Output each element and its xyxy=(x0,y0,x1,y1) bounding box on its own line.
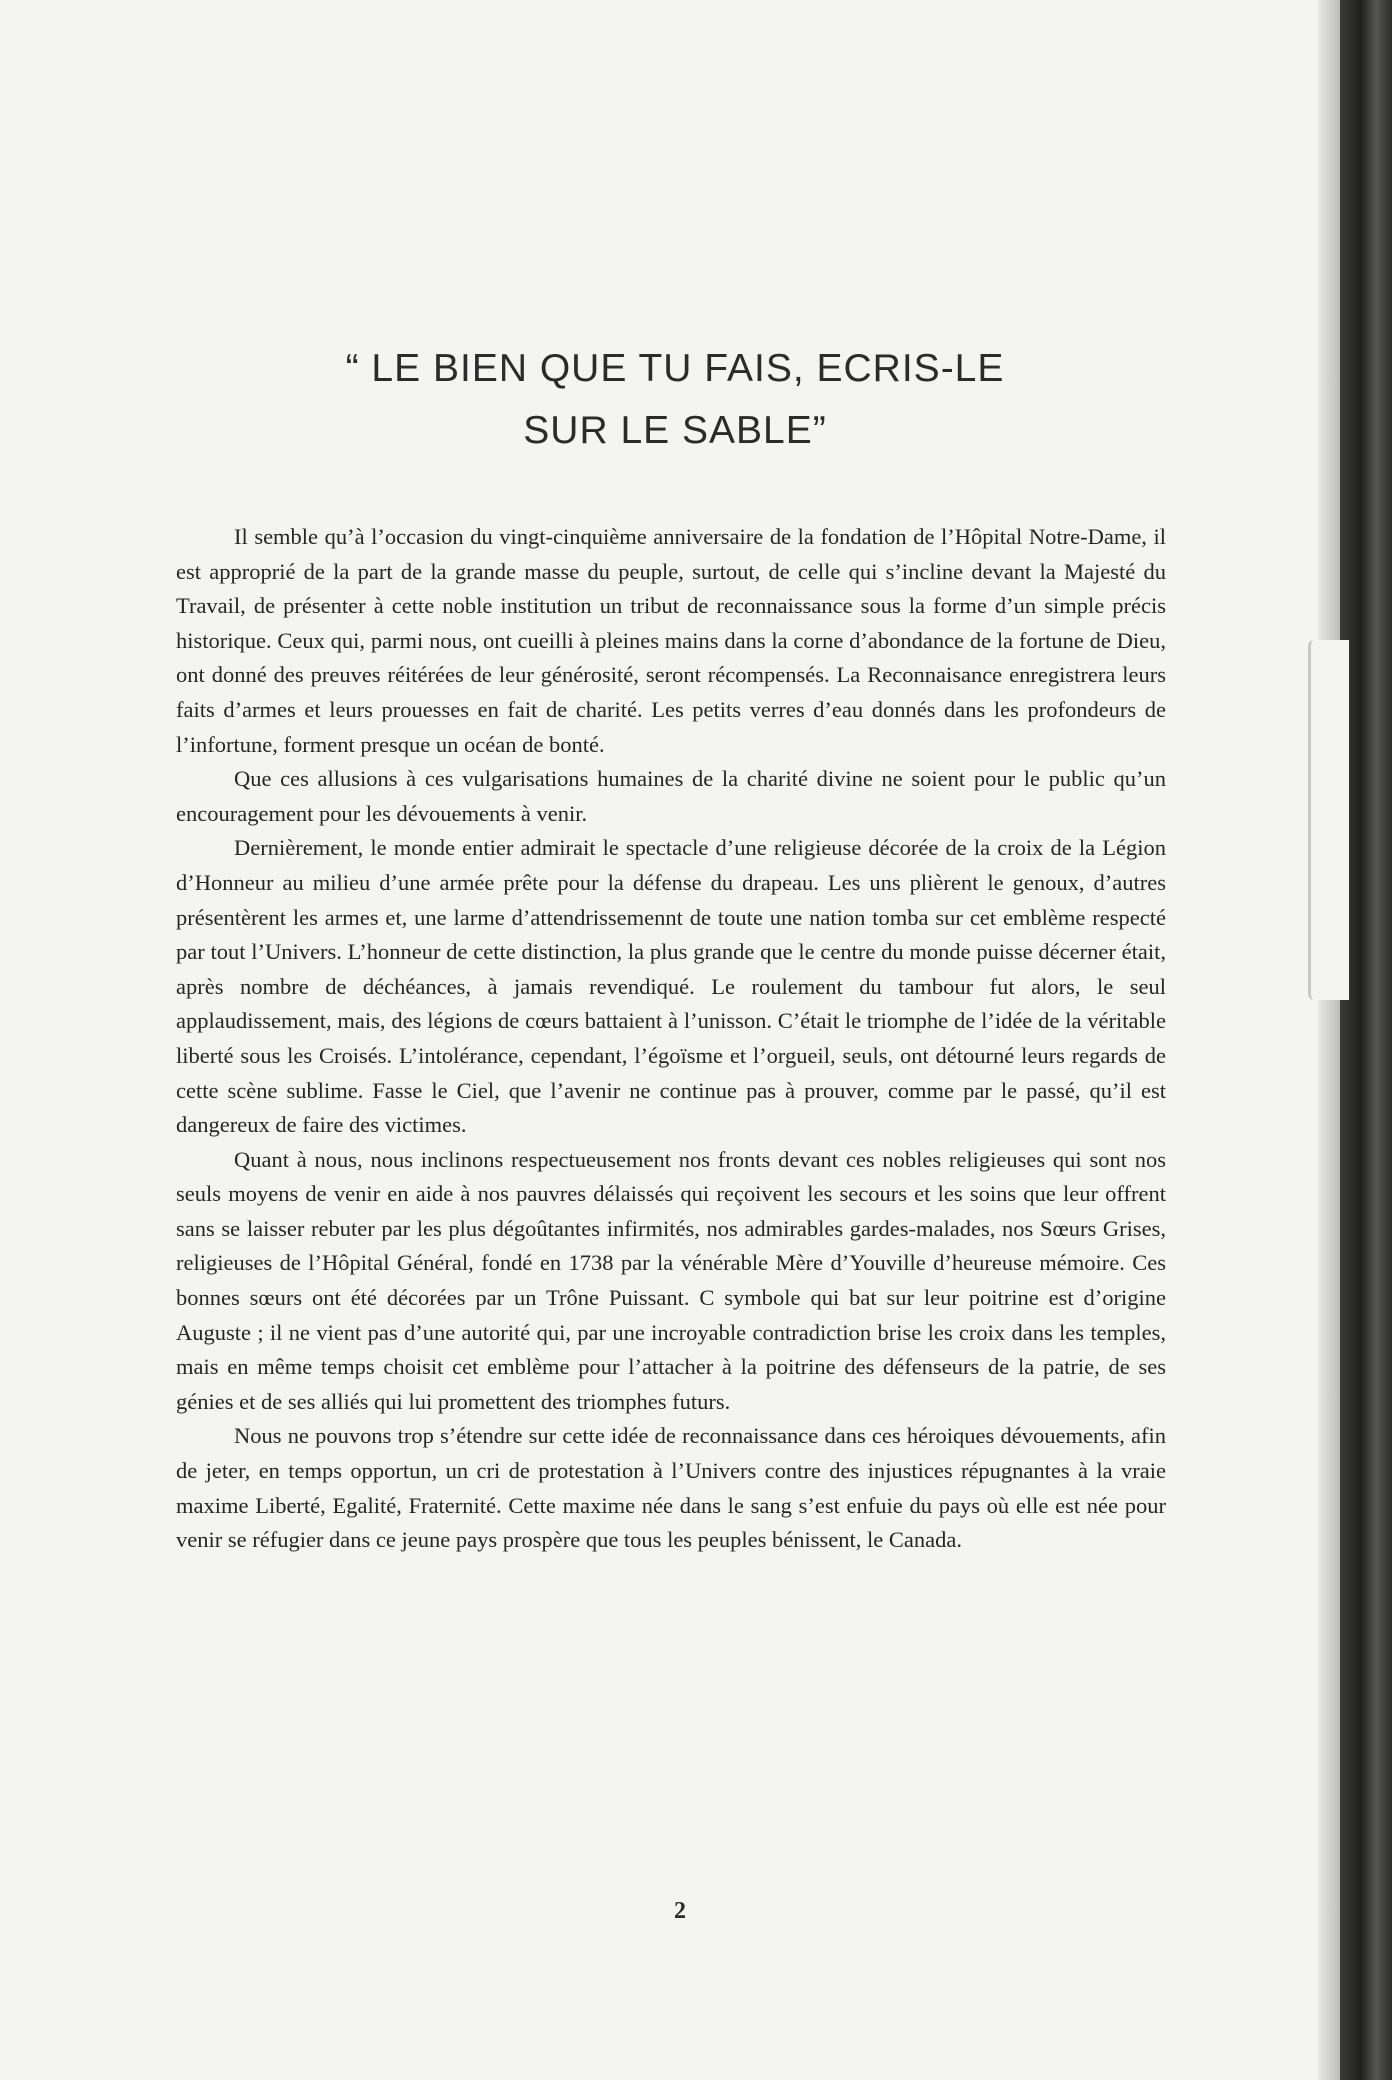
paragraph-3: Dernièrement, le monde entier admirait le spectacle d’une religieuse décorée de la croix de la Légion d’Honneur au milieu d’une armée prête pour la défense du drapeau. Les uns plièrent le genoux, d’autres présentèrent les armes et, une larme d’attendrissemennt de toute une nation tomba sur cet emblème respecté par tout l’Univers. L’honneur de cette distinction, la plus grande que le centre du monde puisse décerner était, après nombre de déchéances, à jamais revendiqué. Le roulement du tambour fut alors, le seul applaudissement, mais, des légions de cœurs battaient à l’unisson. C’était le triomphe de l’idée de la véritable liberté sous les Croisés. L’intolérance, cependant, l’égoïsme et l’orgueil, seuls, ont détourné leurs regards de cette scène sublime. Fasse le Ciel, que l’avenir ne continue pas à prouver, comme par le passé, qu’il est dangereux de faire des victimes. xyxy=(176,835,1166,1138)
paragraph-5: Nous ne pouvons trop s’étendre sur cette idée de reconnaissance dans ces héroiques dévouements, afin de jeter, en temps opportun, un cri de protestation à l’Univers contre des injustices répugnantes à la vraie maxime Liberté, Egalité, Fraternité. Cette maxime née dans le sang s’est enfuie du pays où elle est née pour venir se réfugier dans ce jeune pays prospère que tous les peuples bénissent, le Canada. xyxy=(176,1423,1166,1553)
book-binding xyxy=(1340,0,1392,2080)
page-title xyxy=(150,338,1200,462)
title-line-2: SUR LE SABLE” xyxy=(523,409,827,452)
page-number: 2 xyxy=(674,1898,686,1924)
page-edge-shadow xyxy=(1318,0,1340,2080)
page-tab-notch xyxy=(1308,640,1349,1000)
paragraph-4: Quant à nous, nous inclinons respectueusement nos fronts devant ces nobles religieuses qui sont nos seuls moyens de venir en aide à nos pauvres délaissés qui reçoivent les secours et les soins que leur offrent sans se laisser rebuter par les plus dégoûtantes infirmités, nos admirables gardes-malades, nos Sœurs Grises, religieuses de l’Hôpital Général, fondé en 1738 par la vénérable Mère d’Youville d’heureuse mémoire. Ces bonnes sœurs ont été décorées par un Trône Puissant. C symbole qui bat sur leur poitrine est d’origine Auguste ; il ne vient pas d’une autorité qui, par une incroyable contradiction brise les croix dans les temples, mais en même temps choisit cet emblème pour l’attacher à la poitrine des défenseurs de la patrie, de ses génies et de ses alliés qui lui promettent des triomphes futurs. xyxy=(176,1146,1166,1414)
title-line-1: “ LE BIEN QUE TU FAIS, ECRIS-LE xyxy=(345,347,1005,390)
paragraph-1: Il semble qu’à l’occasion du vingt-cinquième anniversaire de la fondation de l’Hôpital Notre-Dame, il est approprié de la part de la grande masse du peuple, surtout, de celle qui s’incline devant la Majesté du Travail, de présenter à cette noble institution un tribut de reconnaissance sous la forme d’un simple précis historique. Ceux qui, parmi nous, ont cueilli à pleines mains dans la corne d’abondance de la fortune de Dieu, ont donné des preuves réitérées de leur générosité, seront récompensés. La Reconnaisance enregistrera leurs faits d’armes et leurs prouesses en fait de charité. Les petits verres d’eau donnés dans les profondeurs de l’infortune, forment presque un océan de bonté. xyxy=(176,524,1166,757)
paragraph-2: Que ces allusions à ces vulgarisations humaines de la charité divine ne soient pour le public qu’un encouragement pour les dévouements à venir. xyxy=(176,766,1166,826)
body-text xyxy=(176,520,1166,1558)
